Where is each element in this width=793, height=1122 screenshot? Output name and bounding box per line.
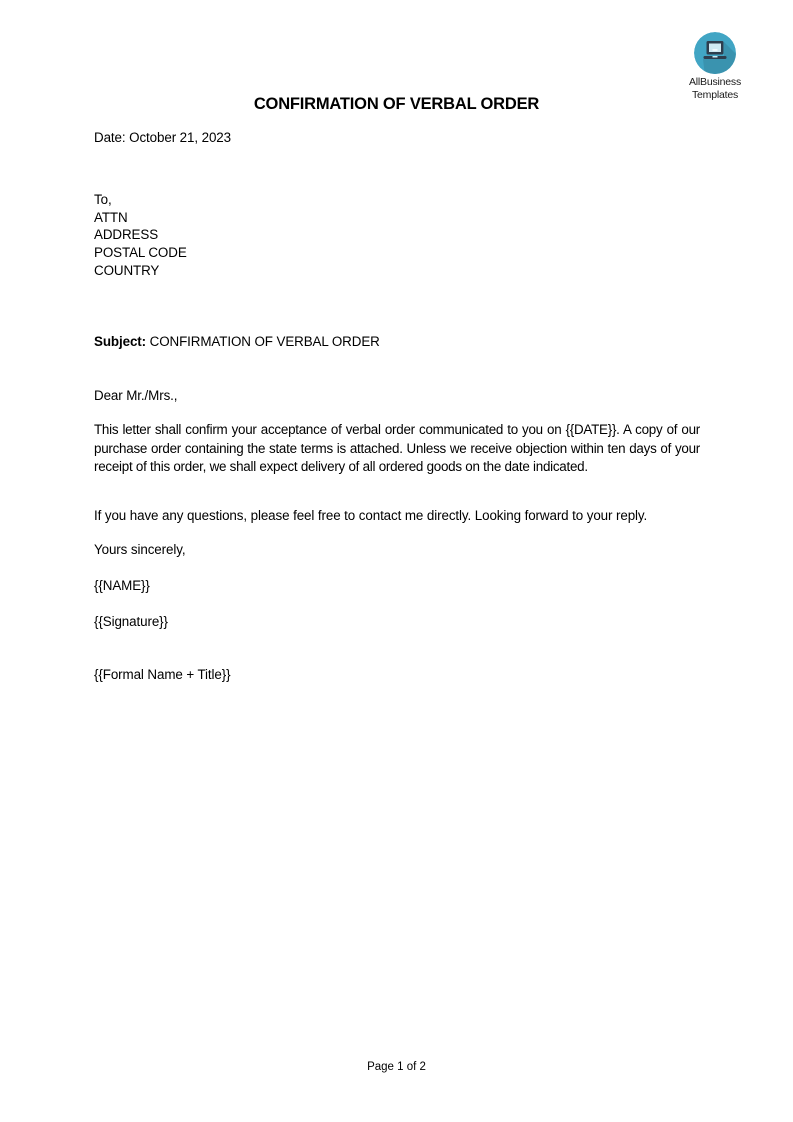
- recipient-line-country: COUNTRY: [94, 262, 160, 278]
- closing: Yours sincerely,: [94, 542, 186, 557]
- document-title: CONFIRMATION OF VERBAL ORDER: [253, 95, 540, 113]
- recipient-line-to: To,: [94, 192, 112, 207]
- recipient-block: [94, 191, 187, 280]
- formal-name-title-placeholder: {{Formal Name + Title}}: [94, 667, 231, 682]
- laptop-logo-icon: [693, 31, 737, 75]
- page-number-footer: Page 1 of 2: [367, 1061, 426, 1073]
- questions-paragraph: If you have any questions, please feel free to contact me directly. Looking forward to your reply.: [94, 508, 648, 523]
- recipient-line-address: ADDRESS: [94, 227, 159, 243]
- subject-text: CONFIRMATION OF VERBAL ORDER: [146, 334, 380, 349]
- salutation: Dear Mr./Mrs.,: [94, 388, 178, 403]
- name-placeholder: {{NAME}}: [94, 578, 150, 593]
- recipient-line-postal-code: POSTAL CODE: [94, 245, 187, 261]
- logo-text-line1: AllBusiness: [688, 76, 742, 88]
- body-paragraph: This letter shall confirm your acceptance of verbal order communicated to you on {{DATE}}. A copy of our purchase order containing the state terms is attached. Unless we receive objection within ten days of your receipt of this order, we shall expect delivery of all ordered goods on the date indicated.: [94, 422, 700, 475]
- subject-label: Subject:: [94, 334, 147, 349]
- allbusiness-logo: [684, 31, 746, 100]
- recipient-line-attn: ATTN: [94, 209, 128, 225]
- signature-placeholder: {{Signature}}: [94, 614, 168, 629]
- date-line: Date: October 21, 2023: [94, 130, 232, 145]
- subject-line: [94, 334, 380, 349]
- logo-text-line2: Templates: [691, 88, 739, 101]
